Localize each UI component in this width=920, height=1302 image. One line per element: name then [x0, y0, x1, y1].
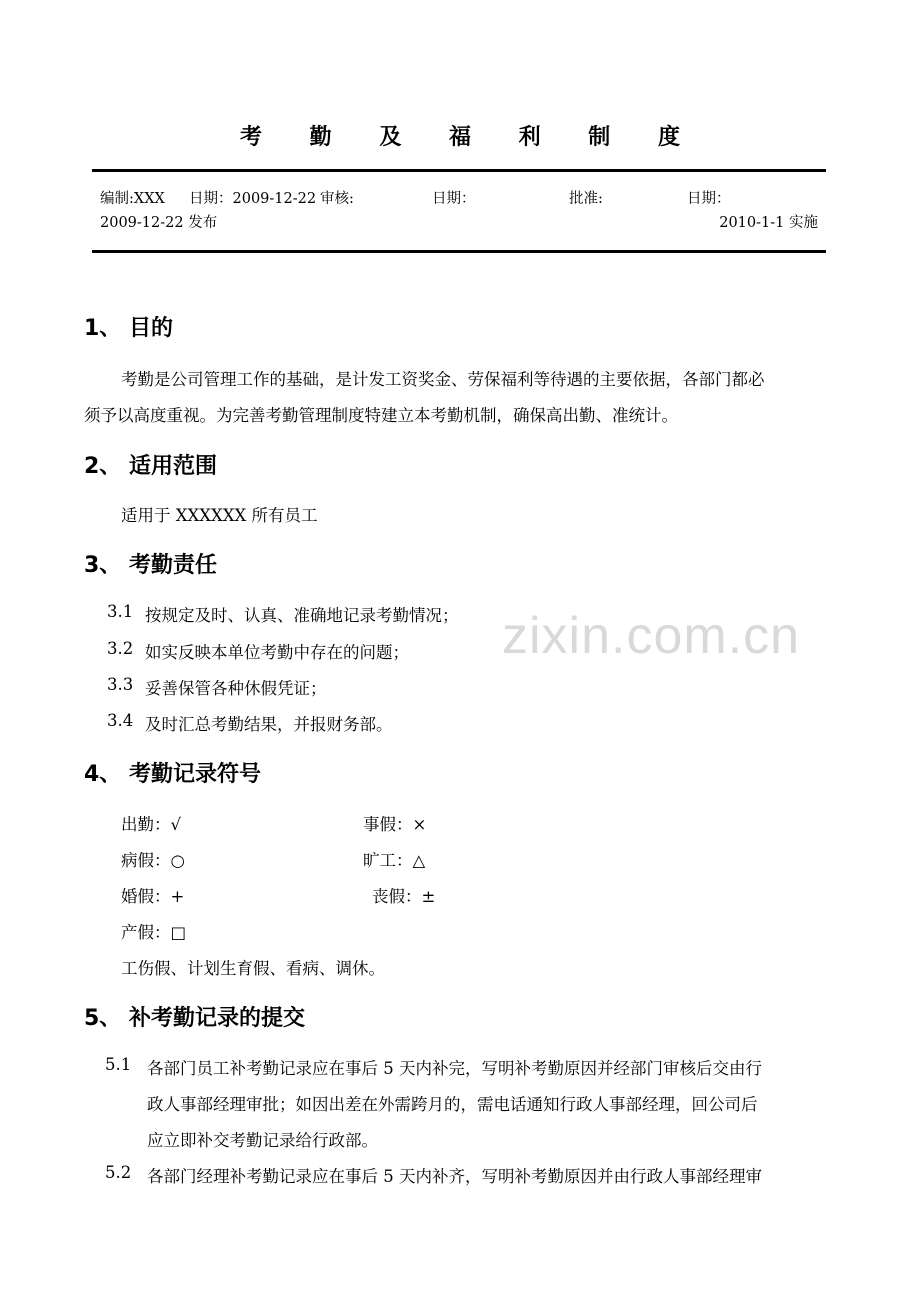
watermark: zixin.com.cn — [502, 607, 801, 665]
list-item-text: 应立即补交考勤记录给行政部。 — [147, 1131, 378, 1150]
release-date: 2009-12-22 发布 — [100, 215, 218, 231]
list-item-number: 3.3 — [107, 675, 134, 694]
list-item-text: 各部门员工补考勤记录应在事后 5 天内补完，写明补考勤原因并经部门审核后交由行 — [147, 1059, 762, 1078]
list-item-number: 5.2 — [105, 1163, 132, 1182]
list-item-text: 如实反映本单位考勤中存在的问题； — [145, 643, 409, 662]
symbol-funeral-leave: 丧假：± — [372, 887, 436, 906]
section-heading-symbols: 4、 考勤记录符号 — [84, 762, 261, 787]
list-item-text: 及时汇总考勤结果，并报财务部。 — [145, 715, 393, 734]
section-heading-scope: 2、 适用范围 — [84, 454, 217, 479]
symbol-attendance: 出勤：√ — [121, 815, 182, 834]
author-field: 编制:XXX — [100, 191, 165, 207]
section-heading-submission: 5、 补考勤记录的提交 — [84, 1006, 305, 1031]
effective-date: 2010-1-1 实施 — [719, 215, 818, 231]
list-item-text: 各部门经理补考勤记录应在事后 5 天内补齐，写明补考勤原因并由行政人事部经理审 — [147, 1167, 762, 1186]
date-field-3: 日期： — [687, 191, 731, 207]
header-bottom-rule — [92, 250, 826, 253]
document-title: 考 勤 及 福 利 制 度 — [240, 125, 700, 150]
reviewer-field: 审核: — [320, 191, 354, 207]
symbol-maternity-leave: 产假：□ — [121, 923, 187, 942]
list-item-text: 政人事部经理审批；如因出差在外需跨月的，需电话通知行政人事部经理，回公司后 — [147, 1095, 758, 1114]
other-leave-types: 工伤假、计划生育假、看病、调休。 — [121, 959, 385, 978]
list-item-number: 3.2 — [107, 639, 134, 658]
paragraph-line: 考勤是公司管理工作的基础，是计发工资奖金、劳保福利等待遇的主要依据，各部门都必 — [121, 370, 765, 389]
list-item-number: 3.1 — [107, 602, 134, 621]
scope-text: 适用于 XXXXXX 所有员工 — [121, 506, 318, 525]
date-field-1: 日期：2009-12-22 — [189, 191, 317, 207]
symbol-absence: 旷工：△ — [363, 851, 426, 870]
list-item-text: 按规定及时、认真、准确地记录考勤情况； — [145, 606, 459, 625]
list-item-text: 妥善保管各种休假凭证； — [145, 679, 327, 698]
section-heading-responsibility: 3、 考勤责任 — [84, 553, 217, 578]
list-item-number: 3.4 — [107, 711, 134, 730]
symbol-marriage-leave: 婚假：+ — [121, 887, 185, 906]
list-item-number: 5.1 — [105, 1055, 132, 1074]
paragraph-line: 须予以高度重视。为完善考勤管理制度特建立本考勤机制，确保高出勤、准统计。 — [84, 406, 678, 425]
symbol-personal-leave: 事假：× — [363, 815, 427, 834]
symbol-sick-leave: 病假：○ — [121, 851, 185, 870]
approver-field: 批准: — [569, 191, 603, 207]
date-field-2: 日期： — [432, 191, 476, 207]
section-heading-purpose: 1、 目的 — [84, 316, 173, 341]
header-top-rule — [92, 169, 826, 172]
